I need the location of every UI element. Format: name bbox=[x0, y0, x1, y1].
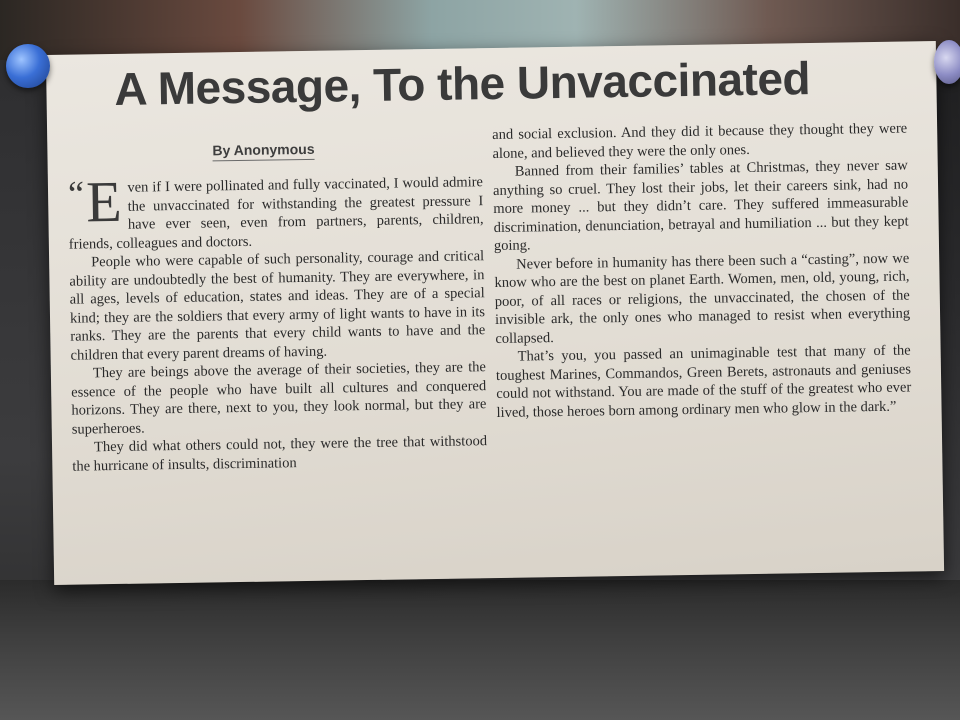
paragraph-6: Never before in humanity has there been such a “casting”, now we know who are the best on planet Earth. Women, men, old, young, rich, poor, of all races or religions, the unvaccinated, the chosen of the invisible ark, the only ones who managed to resist when everything collapsed. bbox=[494, 249, 911, 347]
paragraph-4: They did what others could not, they were the tree that withstood the hurricane of insults, discrimination bbox=[72, 433, 488, 475]
paragraph-3: They are beings above the average of their societies, they are the essence of the people who have built all cultures and conquered horizons. They are there, next to you, they look normal, but they are superheroes. bbox=[71, 359, 487, 438]
newspaper-clipping bbox=[46, 41, 944, 585]
paragraph-4-continued: and social exclusion. And they did it because they thought they were alone, and believed they were the only ones. bbox=[492, 120, 908, 162]
column-left bbox=[67, 168, 488, 475]
headline: A Message, To the Unvaccinated bbox=[114, 52, 811, 115]
dropcap: E bbox=[85, 168, 123, 235]
column-right bbox=[492, 120, 912, 422]
push-pin-left bbox=[6, 44, 50, 88]
open-quote-mark: “ bbox=[67, 173, 85, 214]
paragraph-1 bbox=[67, 168, 484, 254]
background-bottom bbox=[0, 580, 960, 720]
paragraph-1-text: ven if I were pollinated and fully vaccinated, I would admire the unvaccinated for withstanding the greatest pressure I have ever seen, even from partners, parents, children, friends, colleagues and doctors. bbox=[68, 174, 484, 253]
push-pin-right bbox=[934, 40, 960, 84]
paragraph-5: Banned from their families’ tables at Christmas, they never saw anything so cruel. They lost their jobs, let their careers sink, had no more money ... but they didn’t care. They suffered immeasurable discrimination, denunciation, betrayal and humiliation ... but they kept going. bbox=[492, 157, 909, 255]
byline: By Anonymous bbox=[212, 141, 314, 162]
paragraph-7: That’s you, you passed an unimaginable test that many of the toughest Marines, Commandos, Green Berets, astronauts and geniuses could not withstand. You are made of the stuff of the greatest who ever lived, those heroes born among ordinary men who glow in the dark.” bbox=[495, 342, 912, 421]
paragraph-2: People who were capable of such personality, courage and critical ability are undoubtedly the best of humanity. They are everywhere, in all ages, levels of education, states and ideas. They are of a special kind; they are the soldiers that every army of light wants to have in its ranks. They are the parents that every child wants to have and the children that every parent dreams of having. bbox=[69, 248, 486, 364]
